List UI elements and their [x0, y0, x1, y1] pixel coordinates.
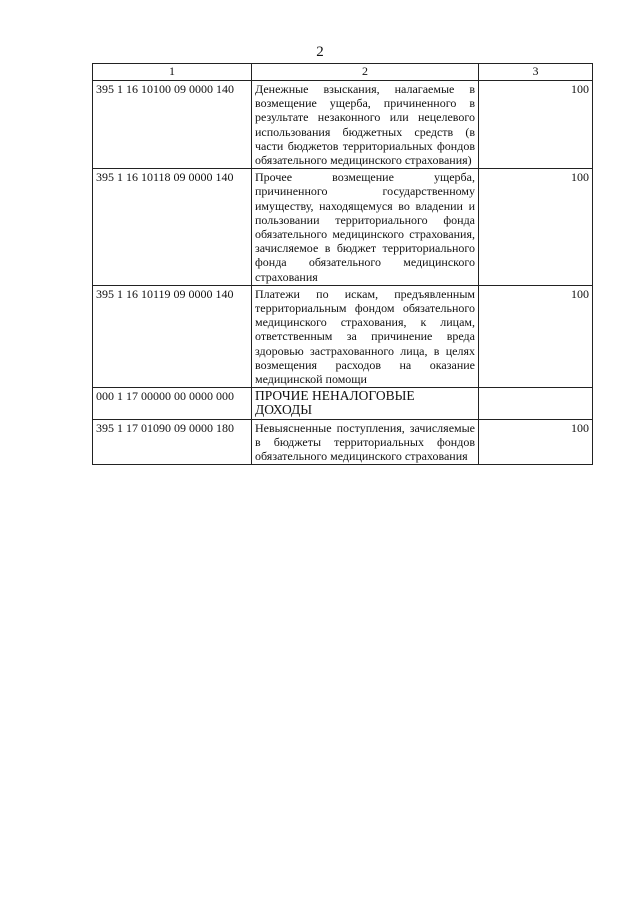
revenue-code: 395 1 16 10100 09 0000 140	[93, 81, 252, 169]
revenue-value	[479, 388, 593, 419]
revenue-code: 395 1 17 01090 09 0000 180	[93, 419, 252, 465]
table-row-section-heading	[93, 388, 593, 419]
revenue-description: Денежные взыскания, налагаемые в возмещение ущерба, причиненного в результате незаконного или нецелевого использования бюджетных средств (в части бюджетов территориальных фондов обязательного медицинского страхования)	[252, 81, 479, 169]
revenue-code: 395 1 16 10118 09 0000 140	[93, 169, 252, 286]
table-header-row	[93, 64, 593, 81]
revenue-description: Прочее возмещение ущерба, причиненного государственному имуществу, находящемуся во владении и пользовании территориального фонда обязательного медицинского страхования, зачисляемое в бюджет территориального фонда обязательного медицинского страхования	[252, 169, 479, 286]
table-row	[93, 169, 593, 286]
column-header-1: 1	[93, 64, 252, 81]
page-number: 2	[316, 44, 324, 60]
table-row	[93, 419, 593, 465]
budget-revenue-table	[92, 63, 593, 465]
table-row	[93, 81, 593, 169]
revenue-value: 100	[479, 285, 593, 387]
revenue-description: Платежи по искам, предъявленным территориальным фондом обязательного медицинского страхования, к лицам, ответственным за причинение вреда здоровью застрахованного лица, в целях возмещения расходов на оказание медицинской помощи	[252, 285, 479, 387]
revenue-description: Невыясненные поступления, зачисляемые в бюджеты территориальных фондов обязательного медицинского страхования	[252, 419, 479, 465]
table-row	[93, 285, 593, 387]
revenue-value: 100	[479, 419, 593, 465]
column-header-2: 2	[252, 64, 479, 81]
column-header-3: 3	[479, 64, 593, 81]
revenue-value: 100	[479, 169, 593, 286]
revenue-value: 100	[479, 81, 593, 169]
section-heading: ПРОЧИЕ НЕНАЛОГОВЫЕ ДОХОДЫ	[252, 388, 479, 419]
revenue-code: 395 1 16 10119 09 0000 140	[93, 285, 252, 387]
revenue-code: 000 1 17 00000 00 0000 000	[93, 388, 252, 419]
